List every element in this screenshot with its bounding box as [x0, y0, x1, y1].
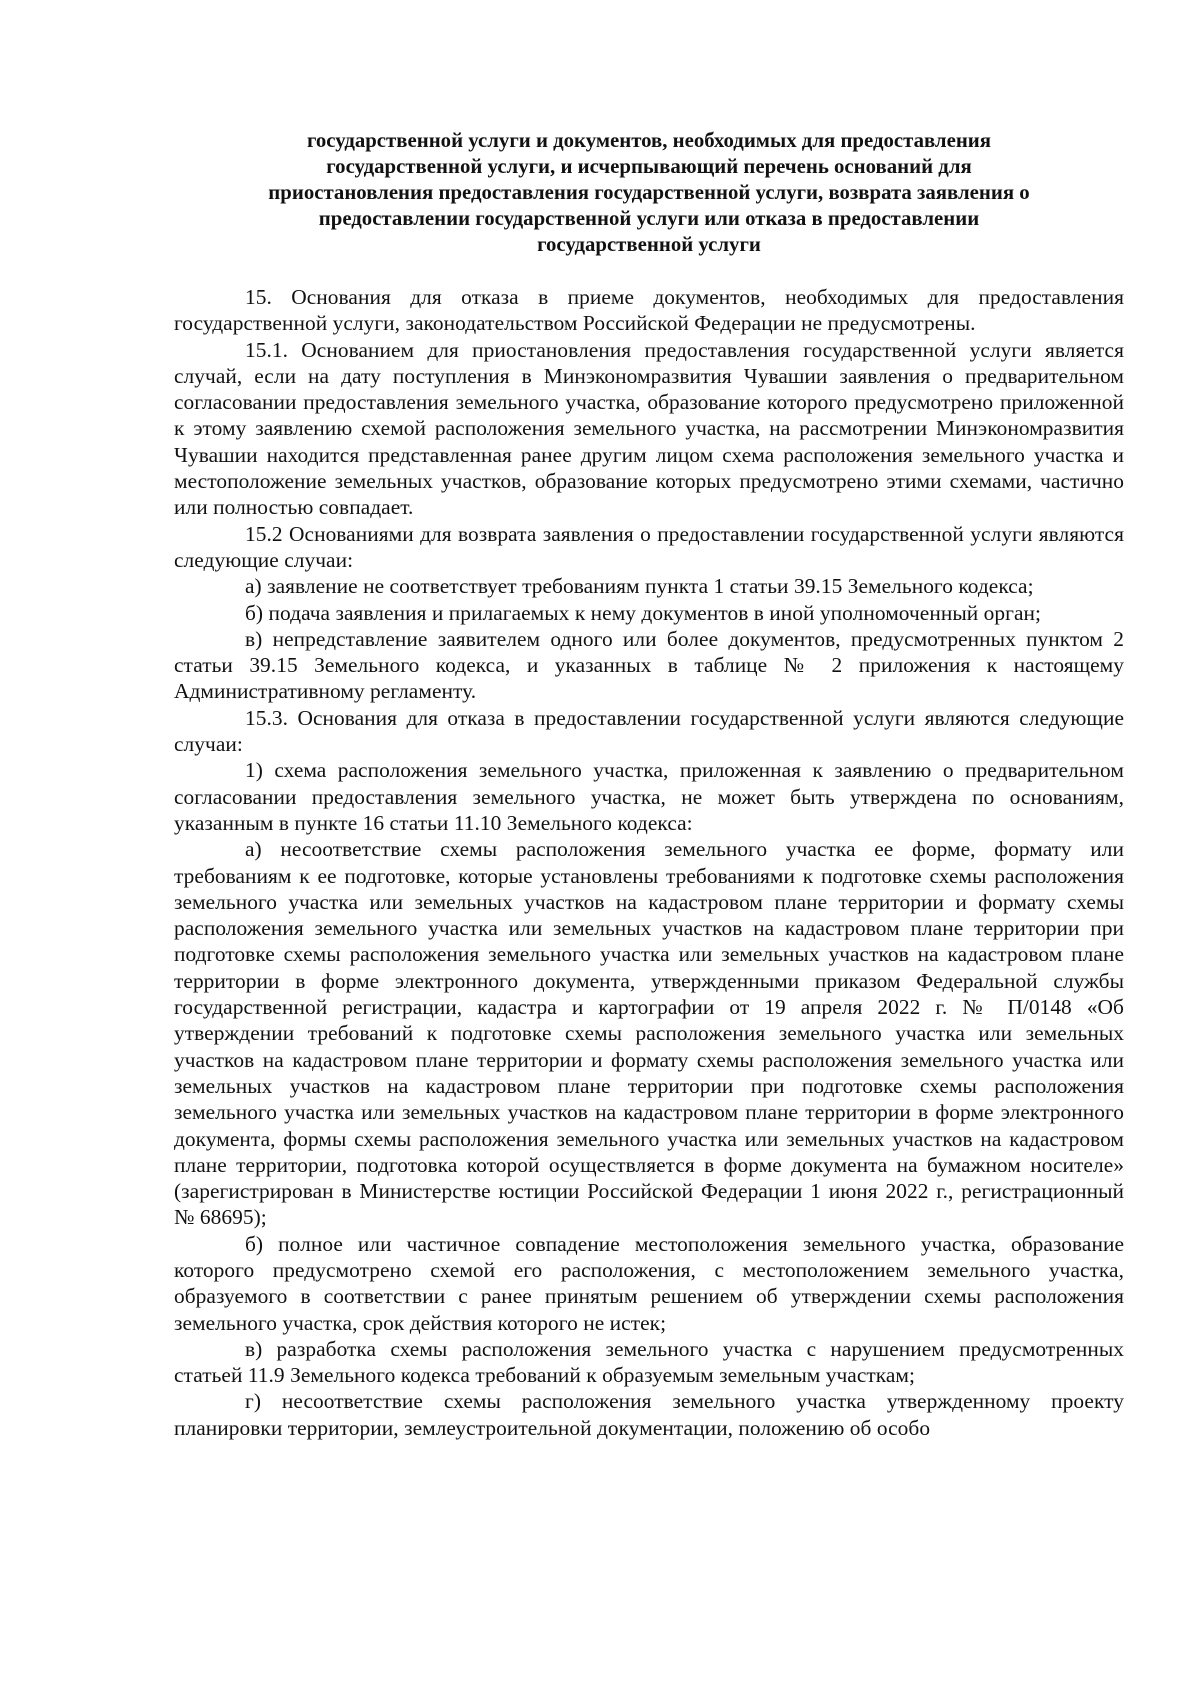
paragraph-15-3-1: 1) схема расположения земельного участка, приложенная к заявлению о предварительном согласовании предоставления земельного участка, не может быть утверждена по основаниям, указанным в пункте 16 статьи 11.10 Земельного кодекса: [174, 758, 1124, 835]
heading-line: государственной услуги [537, 233, 761, 256]
document-page [174, 128, 1124, 1441]
paragraph-15-3-1-v: в) разработка схемы расположения земельного участка с нарушением предусмотренных статьей 11.9 Земельного кодекса требований к образуемым земельным участкам; [174, 1336, 1124, 1388]
paragraph-15-3: 15.3. Основания для отказа в предоставлении государственной услуги являются следующие случаи: [174, 705, 1124, 757]
heading-line: государственной услуги, и исчерпывающий перечень оснований для [326, 155, 972, 178]
heading-line: предоставлении государственной услуги или отказа в предоставлении [318, 207, 980, 230]
paragraph-15-2-b: б) подача заявления и прилагаемых к нему документов в иной уполномоченный орган; [245, 600, 1041, 625]
heading-line: государственной услуги и документов, необходимых для предоставления [306, 129, 992, 152]
paragraph-15-2: 15.2 Основаниями для возврата заявления о предоставлении государственной услуги являются следующие случаи: [174, 521, 1124, 572]
paragraph-15-1: 15.1. Основанием для приостановления предоставления государственной услуги является случай, если на дату поступления в Минэкономразвития Чувашии заявления о предварительном согласовании предоставления земельного участка, образование которого предусмотрено приложенной к этому заявлению схемой расположения земельного участка, на рассмотрении Минэкономразвития Чувашии находится представленная ранее другим лицом схема расположения земельного участка и местоположение земельных участков, образование которых предусмотрено этими схемами, частично или полностью совпадает. [174, 337, 1124, 520]
paragraph-15-3-1-g: г) несоответствие схемы расположения земельного участка утвержденному проекту планировки территории, землеустроительной документации, положению об особо [174, 1389, 1124, 1440]
section-heading [174, 128, 1124, 258]
paragraph-15-3-1-b: б) полное или частичное совпадение местоположения земельного участка, образование которого предусмотрено схемой его расположения, с местоположением земельного участка, образуемого в соответствии с ранее принятым решением об утверждении схемы расположения земельного участка, срок действия которого не истек; [174, 1231, 1124, 1335]
paragraph-15-2-a: а) заявление не соответствует требованиям пункта 1 статьи 39.15 Земельного кодекса; [245, 574, 1034, 599]
paragraph-15-2-v: в) непредставление заявителем одного или более документов, предусмотренных пунктом 2 статьи 39.15 Земельного кодекса, и указанных в таблице № 2 приложения к настоящему Административному регламенту. [174, 626, 1124, 704]
heading-line: приостановления предоставления государственной услуги, возврата заявления о [268, 181, 1030, 204]
paragraph-15-3-1-a: а) несоответствие схемы расположения земельного участка ее форме, формату или требованиям к ее подготовке, которые установлены требованиями к подготовке схемы расположения земельного участка или земельных участков на кадастровом плане территории и формату схемы расположения земельного участка или земельных участков на кадастровом плане территории при подготовке схемы расположения земельного участка или земельных участков на кадастровом плане территории в форме электронного документа, утвержденными приказом Федеральной службы государственной регистрации, кадастра и картографии от 19 апреля 2022 г. № П/0148 «Об утверждении требований к подготовке схемы расположения земельного участка или земельных участков на кадастровом плане территории и формату схемы расположения земельного участка или земельных участков на кадастровом плане территории при подготовке схемы расположения земельного участка или земельных участков на кадастровом плане территории в форме электронного документа, формы схемы расположения земельного участка или земельных участков на кадастровом плане территории, подготовка которой осуществляется в форме документа на бумажном носителе» (зарегистрирован в Министерстве юстиции Российской Федерации 1 июня 2022 г., регистрационный № 68695); [174, 837, 1124, 1230]
document-body [174, 284, 1124, 1441]
paragraph-15: 15. Основания для отказа в приеме документов, необходимых для предоставления государственной услуги, законодательством Российской Федерации не предусмотрены. [174, 285, 1124, 336]
